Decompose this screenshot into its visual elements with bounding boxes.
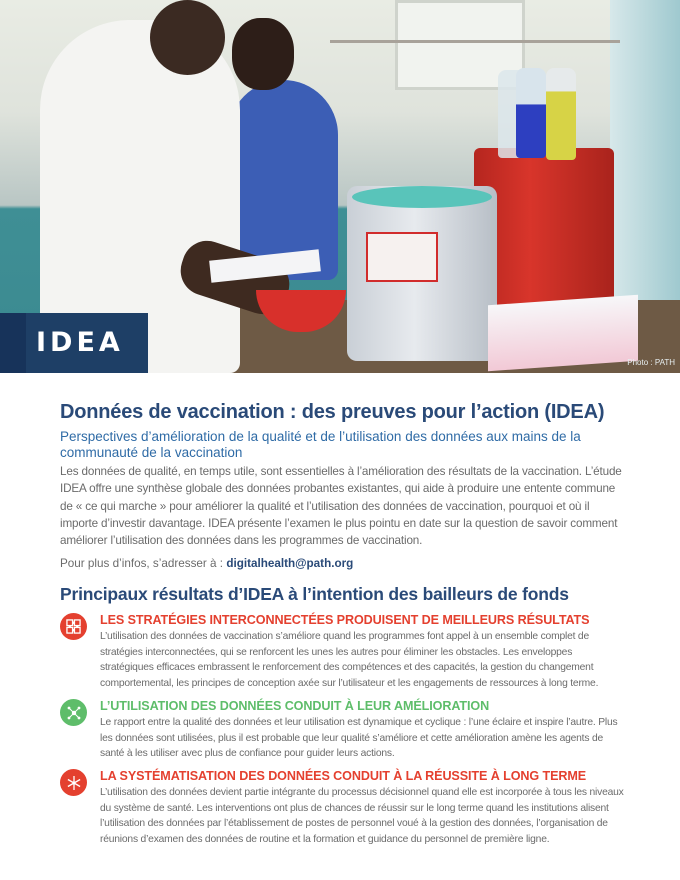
finding-body: Le rapport entre la qualité des données et leur utilisation est dynamique et cyclique : l’une éclaire et inspire l’autre. Plus les données sont utilisées, plus il est probable que leur qualité s’améliore et cette amélioration amène les agents de santé à les utiliser avec plus de confiance pour guider leurs actions. xyxy=(100,717,618,759)
network-icon xyxy=(60,699,87,726)
finding-item xyxy=(60,769,625,847)
photo-nurse-white-head xyxy=(150,0,225,75)
snowflake-icon xyxy=(60,769,87,796)
contact-prefix: Pour plus d’infos, s’adresser à : xyxy=(60,557,227,571)
finding-item xyxy=(60,699,625,761)
photo-nurse-blue-head xyxy=(232,18,294,90)
contact-email-link[interactable]: digitalhealth@path.org xyxy=(226,557,354,571)
idea-band xyxy=(26,313,148,373)
idea-band-edge xyxy=(0,313,26,373)
contact-line xyxy=(60,557,625,570)
finding-body: L’utilisation des données devient partie intégrante du processus décisionnel quand elle est incorporée à tous les niveaux du système de santé. Les interventions ont plus de chances de réussir sur le long terme quand les institutions alisent l’utilisation des données par l’établissement de postes de personnel voué à la gestion des données, l’organisation de réunions d’examen des données de routine et la formation et guidance du personnel de première ligne. xyxy=(100,787,624,845)
puzzle-icon xyxy=(60,613,87,640)
section-title: Principaux résultats d’IDEA à l’intention des bailleurs de fonds xyxy=(60,584,569,605)
photo-carrier-label xyxy=(366,232,438,282)
finding-body: L’utilisation des données de vaccination s’améliore quand les programmes font appel à un ensemble complet de stratégies interconnectées, qui se renforcent les unes les autres pour éliminer les obstacles. Les enveloppes stratégiques efficaces embrassent le renforcement des compétences et des capacités, la gestion du changement comportemental, les principes de conception axée sur l’utilisateur et les engagements de ressources à long terme. xyxy=(100,631,599,689)
document-content xyxy=(60,400,625,847)
finding-heading: LA SYSTÉMATISATION DES DONNÉES CONDUIT À LA RÉUSSITE À LONG TERME xyxy=(100,769,587,784)
photo-credit: Photo : PATH xyxy=(627,358,675,367)
photo-shelf xyxy=(330,40,620,43)
photo-nurse-blue xyxy=(228,80,338,280)
intro-paragraph: Les données de qualité, en temps utile, sont essentielles à l’amélioration des résultats de la vaccination. L’étude IDEA offre une synthèse globale des données probantes existantes, qui aide à produire une entente commune de « ce qui marche » pour améliorer la qualité et l’utilisation des données de vaccination, pourquoi et où il importe d’investir davantage. IDEA présente l’examen le plus pointu en date sur la question de savoir comment améliorer l’utilisation des données dans les programmes de vaccination. xyxy=(60,465,622,548)
finding-heading: L’UTILISATION DES DONNÉES CONDUIT À LEUR AMÉLIORATION xyxy=(100,699,490,714)
finding-item xyxy=(60,613,625,691)
document-subtitle: Perspectives d’amélioration de la qualité et de l’utilisation des données aux mains de la communauté de la vaccination xyxy=(60,429,581,460)
photo-syringe-box xyxy=(488,295,638,371)
photo-bottle xyxy=(516,68,546,158)
document-title: Données de vaccination : des preuves pour l’action (IDEA) xyxy=(60,401,605,423)
idea-band-label: IDEA xyxy=(36,327,124,358)
photo-bottle xyxy=(546,68,576,160)
photo-vaccine-carrier-lid xyxy=(352,186,492,208)
finding-heading: LES STRATÉGIES INTERCONNECTÉES PRODUISENT DE MEILLEURS RÉSULTATS xyxy=(100,613,590,628)
